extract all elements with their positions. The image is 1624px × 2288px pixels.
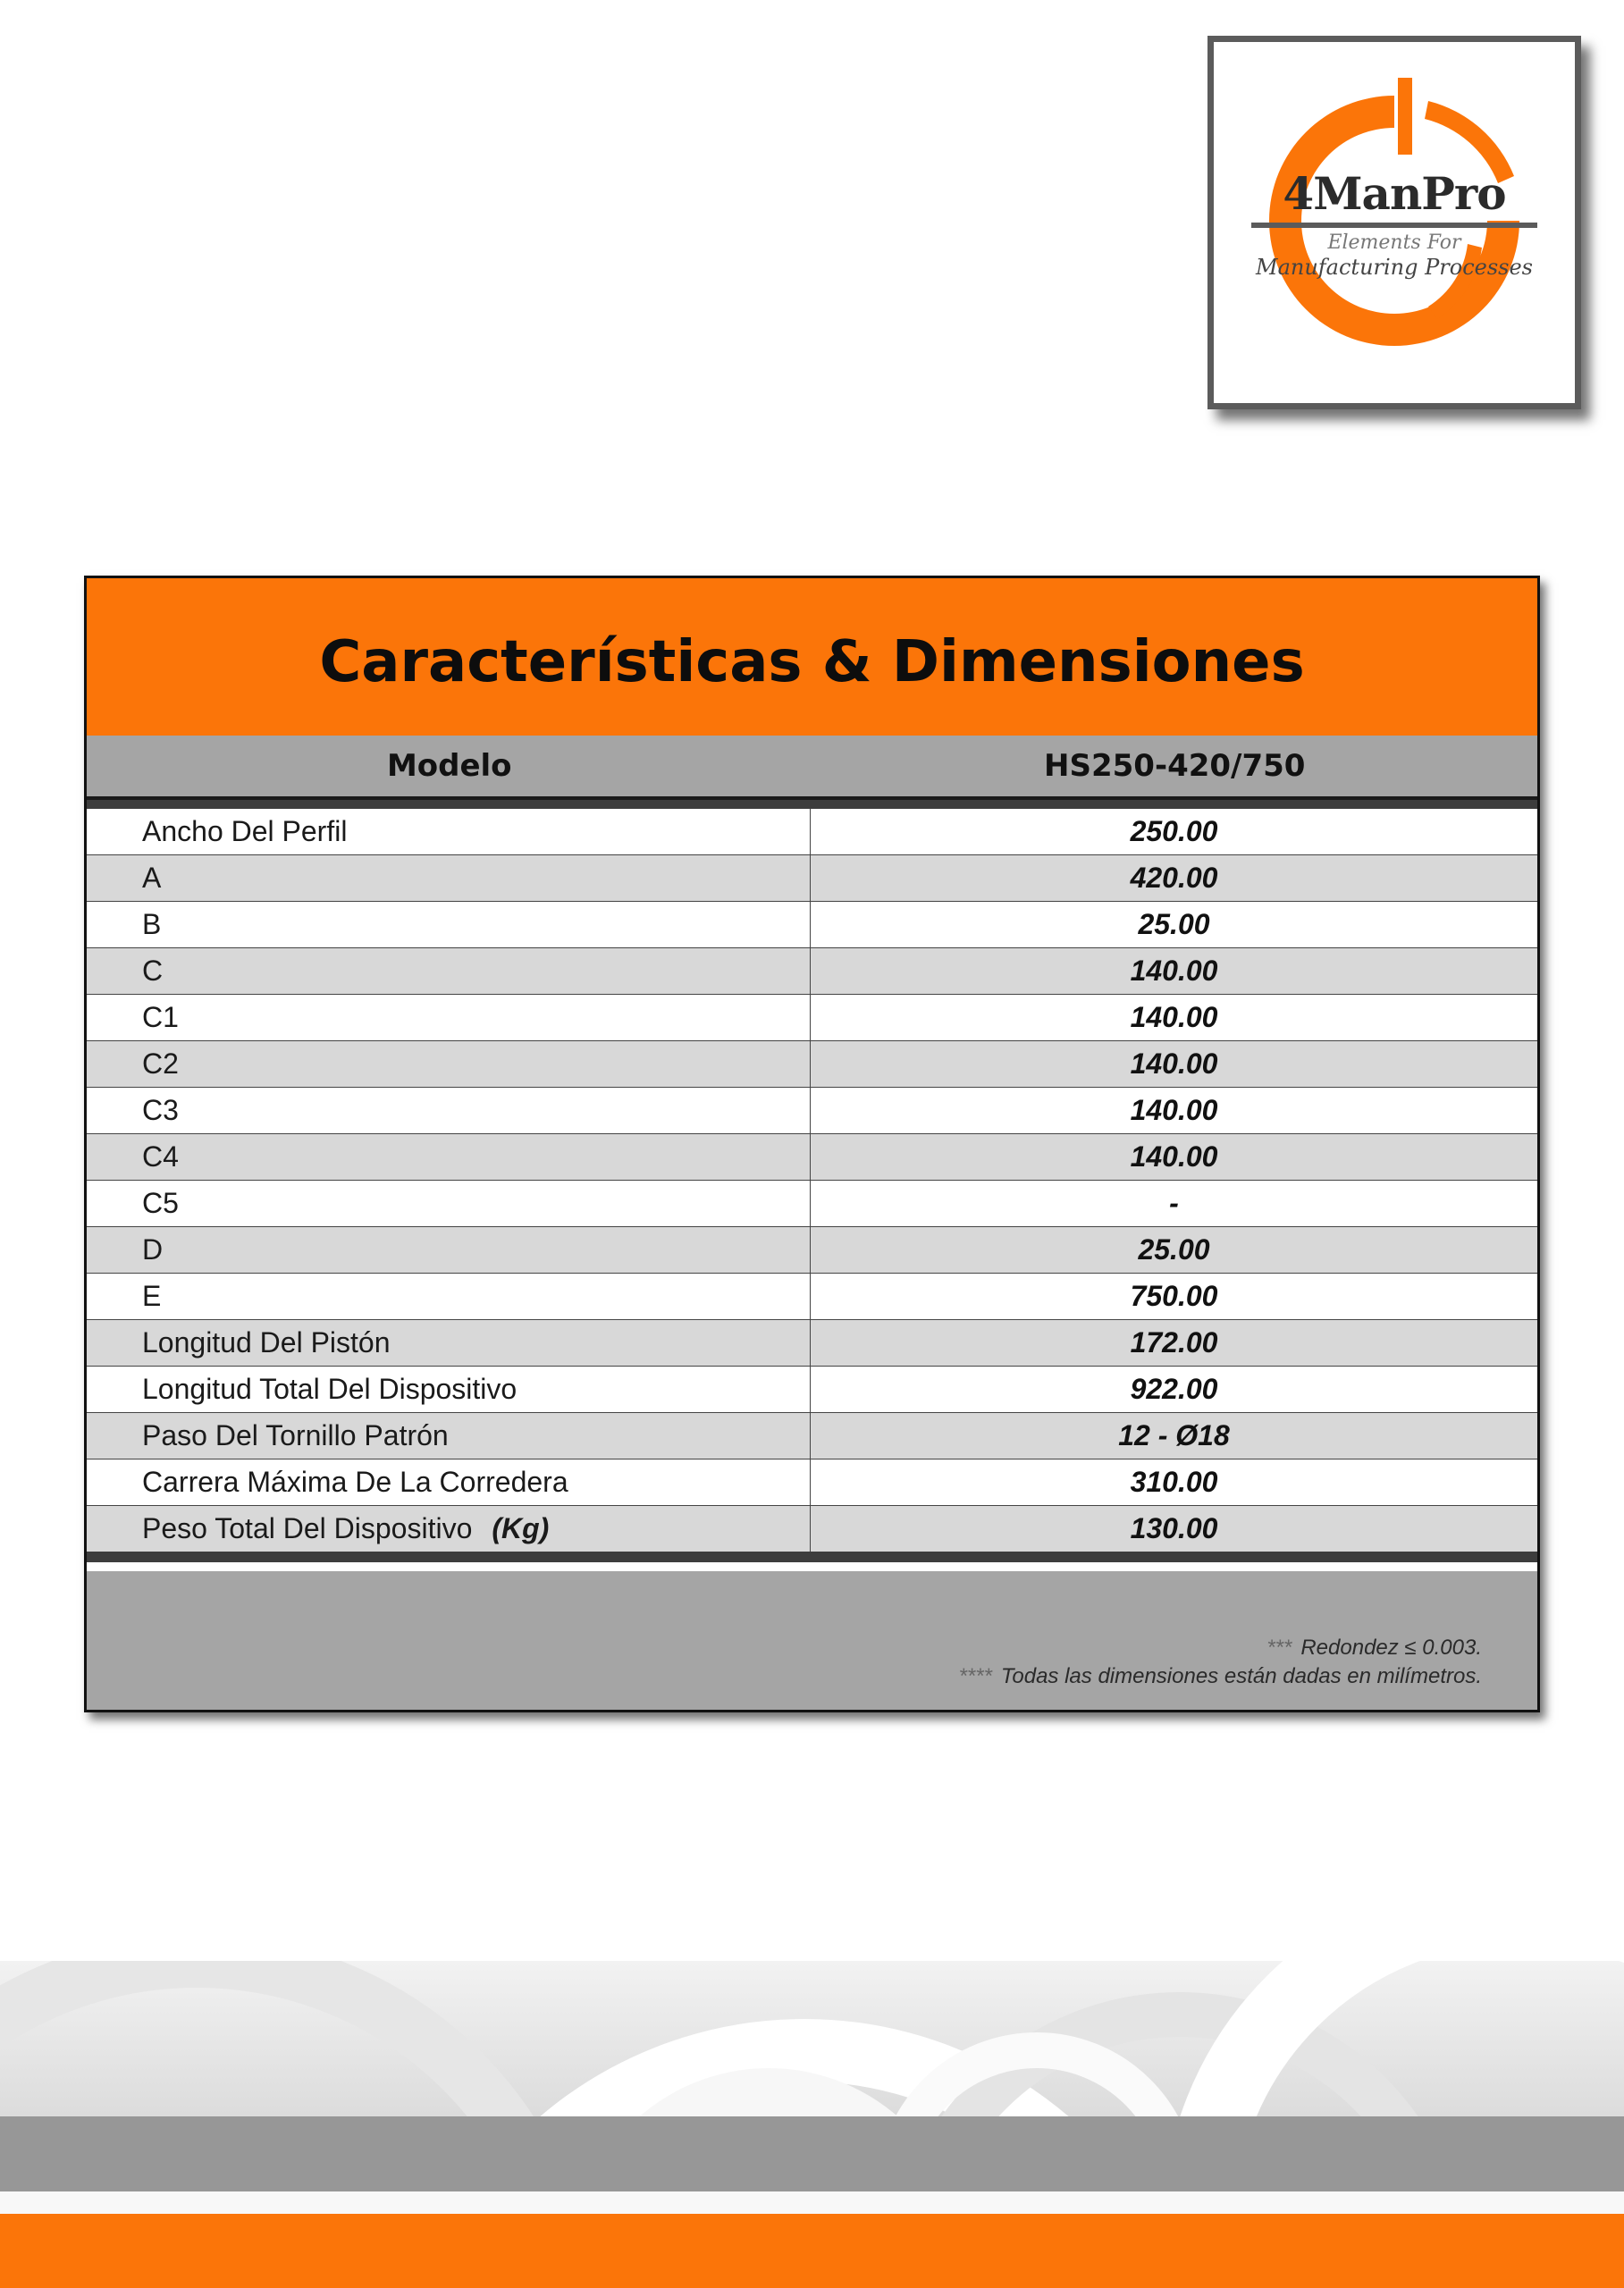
row-label: Longitud Del Pistón <box>87 1320 811 1366</box>
note-stars: *** <box>1266 1636 1292 1660</box>
table-row <box>87 1088 1537 1134</box>
model-label: Modelo <box>386 748 512 784</box>
table-row <box>87 1367 1537 1413</box>
row-label: C4 <box>87 1134 811 1180</box>
row-value: 25.00 <box>1138 1233 1210 1266</box>
row-value: 25.00 <box>1138 908 1210 940</box>
footer-gray-bar <box>0 2116 1624 2191</box>
decorative-rings-graphic <box>0 1961 1624 2116</box>
table-row <box>87 1041 1537 1088</box>
row-label: E <box>87 1274 811 1319</box>
row-value: 130.00 <box>1130 1512 1218 1544</box>
row-value: - <box>1169 1187 1179 1219</box>
row-value: 12 - Ø18 <box>1118 1419 1230 1451</box>
row-value: 750.00 <box>1130 1280 1218 1312</box>
table-row <box>87 1274 1537 1320</box>
table-row <box>87 1181 1537 1227</box>
note-text: Todas las dimensiones están dadas en milímetros. <box>1000 1664 1482 1688</box>
row-value: 250.00 <box>1130 815 1218 847</box>
row-label: Paso Del Tornillo Patrón <box>87 1413 811 1459</box>
header-separator <box>87 800 1537 809</box>
specs-table-card <box>84 576 1540 1712</box>
logo-tagline-2: Manufacturing Processes <box>1256 255 1533 280</box>
table-row <box>87 855 1537 902</box>
row-value: 140.00 <box>1130 1140 1218 1173</box>
row-label-weight <box>87 1506 811 1552</box>
row-value: 420.00 <box>1130 862 1218 894</box>
row-label: C3 <box>87 1088 811 1133</box>
row-label: B <box>87 902 811 947</box>
footer-gap <box>0 2191 1624 2214</box>
table-row <box>87 1134 1537 1181</box>
row-value: 140.00 <box>1130 955 1218 987</box>
row-value: 922.00 <box>1130 1373 1218 1405</box>
row-label: D <box>87 1227 811 1273</box>
row-label: Ancho Del Perfil <box>87 809 811 854</box>
table-row <box>87 995 1537 1041</box>
table-title: Características & Dimensiones <box>319 629 1305 695</box>
row-value: 310.00 <box>1130 1466 1218 1498</box>
row-value: 140.00 <box>1130 1047 1218 1080</box>
brand-logo <box>1207 36 1581 409</box>
table-row <box>87 809 1537 855</box>
table-row <box>87 1413 1537 1459</box>
note-text: Redondez ≤ 0.003. <box>1300 1636 1482 1660</box>
row-label: Longitud Total Del Dispositivo <box>87 1367 811 1412</box>
table-row <box>87 1459 1537 1506</box>
row-value: 140.00 <box>1130 1094 1218 1126</box>
decorative-background <box>0 1961 1624 2116</box>
row-label: Carrera Máxima De La Corredera <box>87 1459 811 1505</box>
logo-divider <box>1251 223 1537 228</box>
table-row <box>87 902 1537 948</box>
note-units <box>959 1664 1482 1689</box>
row-unit: (Kg) <box>492 1512 550 1544</box>
table-row <box>87 948 1537 995</box>
row-label: C <box>87 948 811 994</box>
logo-tagline-1: Elements For <box>1327 231 1461 254</box>
row-value: 172.00 <box>1130 1326 1218 1358</box>
row-label: C5 <box>87 1181 811 1226</box>
row-label: A <box>87 855 811 901</box>
footer-separator <box>87 1552 1537 1562</box>
row-label: C1 <box>87 995 811 1040</box>
table-row <box>87 1320 1537 1367</box>
note-stars: **** <box>958 1664 992 1688</box>
row-label-text: Peso Total Del Dispositivo <box>142 1512 473 1544</box>
table-title-bar <box>87 578 1537 736</box>
footer-orange-bar <box>0 2214 1624 2288</box>
spec-rows <box>87 809 1537 1552</box>
model-value: HS250-420/750 <box>1044 748 1306 784</box>
note-roundness <box>1266 1636 1482 1661</box>
table-row <box>87 1506 1537 1552</box>
table-row <box>87 1227 1537 1274</box>
logo-brand-name: 4ManPro <box>1283 167 1506 220</box>
model-header-row <box>87 736 1537 800</box>
row-label: C2 <box>87 1041 811 1087</box>
row-value: 140.00 <box>1130 1001 1218 1033</box>
notes-area <box>87 1571 1537 1710</box>
